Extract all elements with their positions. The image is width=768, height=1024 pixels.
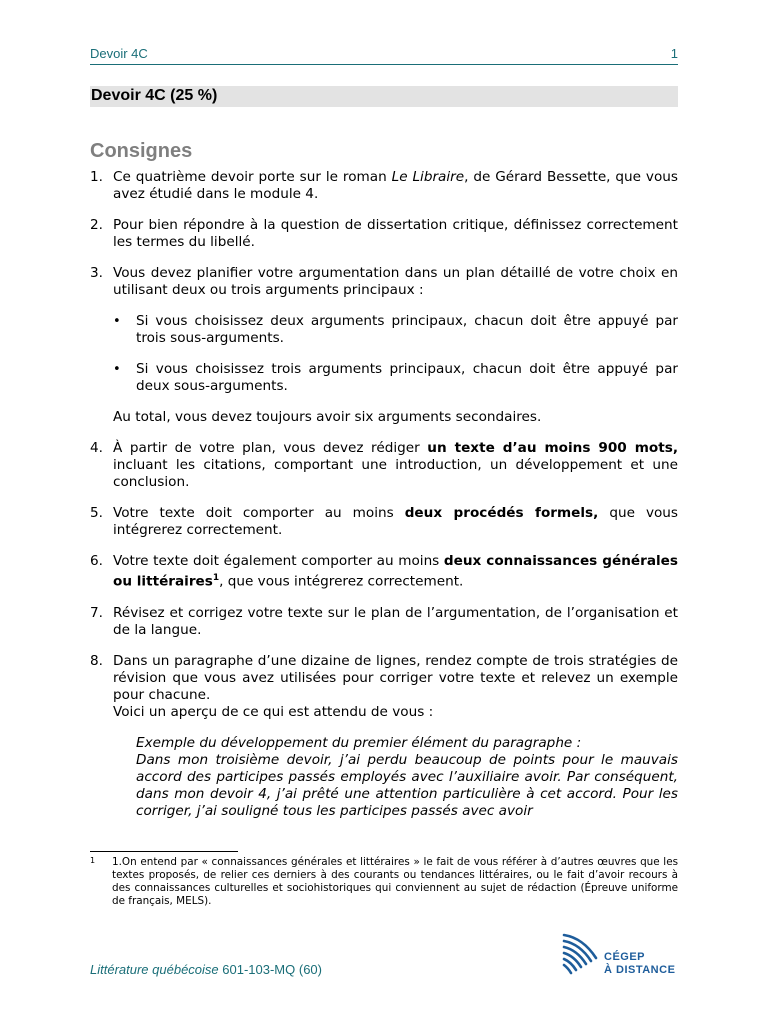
item-text: , de Gérard Bessette, que vous avez étudié dans le module 4.	[113, 169, 678, 202]
footnote-reference[interactable]: 1	[212, 573, 220, 583]
item-number: 2.	[90, 217, 103, 233]
item-text: Votre texte doit également comporter au moins	[113, 553, 444, 569]
item-text: Pour bien répondre à la question de dissertation critique, définissez correctement les termes du libellé.	[113, 217, 678, 250]
item-text: Révisez et corrigez votre texte sur le plan de l’argumentation, de l’organisation et de la langue.	[113, 604, 678, 638]
item-emphasis: deux connaissances générales ou littéraires	[113, 553, 678, 590]
course-code: 601-103-MQ (60)	[218, 962, 322, 977]
list-item	[90, 605, 678, 639]
instructions-list	[90, 169, 678, 834]
page-header	[90, 46, 678, 64]
item-number: 3.	[90, 265, 103, 281]
footnote	[90, 856, 678, 908]
item-number: 6.	[90, 553, 103, 569]
cegep-logo	[561, 930, 681, 980]
footnote-text: 1.On entend par « connaissances générales et littéraires » le fait de vous référer à d’autres œuvres que les textes proposés, de relier ces derniers à des courants ou tendances littéraires, ou le fait d’avoir recours à des connaissances culturelles et sociohistoriques qui conviennent au sujet de rédaction (Épreuve uniforme de français, MELS).	[112, 856, 678, 907]
list-item	[90, 265, 678, 426]
item-number: 5.	[90, 505, 103, 521]
list-item	[90, 217, 678, 251]
item-text: , que vous intégrerez correctement.	[219, 573, 464, 590]
novel-title: Le Libraire	[391, 169, 465, 185]
item-note: Au total, vous devez toujours avoir six arguments secondaires.	[113, 409, 542, 425]
logo-waves-icon	[561, 930, 601, 978]
item-text: incluant les citations, comportant une introduction, un développement et une conclusion.	[113, 457, 678, 490]
item-text: Votre texte doit comporter au moins	[113, 505, 405, 521]
bullet-text: Si vous choisissez trois arguments principaux, chacun doit être appuyé par deux sous-arguments.	[136, 361, 678, 394]
list-item	[90, 553, 678, 591]
document-title: Devoir 4C (25 %)	[91, 87, 218, 104]
footnote-mark: 1	[90, 856, 96, 865]
example-heading: Exemple du développement du premier élément du paragraphe :	[136, 734, 582, 751]
bullet-list	[113, 313, 678, 395]
item-number: 1.	[90, 169, 103, 185]
example-text: Dans mon troisième devoir, j’ai perdu beaucoup de points pour le mauvais accord des participes passés employés avec l’auxiliaire avoir. Par conséquent, dans mon devoir 4, j’ai prêté une attention particulière à cet accord. Pour les corriger, j’ai souligné tous les participes passés avec avoir	[136, 751, 678, 819]
item-text: que vous intégrerez correctement.	[113, 505, 679, 538]
item-text: Vous devez planifier votre argumentation dans un plan détaillé de votre choix en utilisant deux ou trois arguments principaux :	[113, 265, 678, 298]
section-heading: Consignes	[90, 140, 193, 162]
list-item	[90, 505, 678, 539]
course-name: Littérature québécoise	[90, 962, 219, 977]
list-item	[90, 440, 678, 491]
item-note: Voici un aperçu de ce qui est attendu de vous :	[113, 703, 434, 720]
item-text: À partir de votre plan, vous devez rédiger	[113, 440, 428, 456]
item-text: Dans un paragraphe d’une dizaine de lignes, rendez compte de trois stratégies de révision que vous avez utilisées pour corriger votre texte et relevez un exemple pour chacune.	[113, 652, 678, 703]
bullet-icon: •	[113, 362, 121, 377]
page-number: 1	[670, 46, 678, 61]
bullet-item	[113, 361, 678, 395]
item-text: Ce quatrième devoir porte sur le roman	[113, 169, 392, 185]
item-number: 4.	[90, 440, 103, 456]
list-item	[90, 653, 678, 820]
example-block	[136, 735, 678, 820]
item-number: 8.	[90, 652, 103, 669]
item-emphasis: deux procédés formels,	[404, 505, 599, 521]
header-title: Devoir 4C	[90, 46, 148, 61]
page-footer	[90, 962, 322, 977]
document-title-bar	[90, 86, 678, 107]
list-item	[90, 169, 678, 203]
bullet-item	[113, 313, 678, 347]
item-emphasis: un texte d’au moins 900 mots,	[427, 440, 678, 456]
bullet-text: Si vous choisissez deux arguments principaux, chacun doit être appuyé par trois sous-arguments.	[136, 313, 678, 346]
logo-text-line2: À DISTANCE	[604, 964, 676, 976]
footnote-divider	[90, 851, 238, 852]
item-number: 7.	[90, 604, 103, 621]
bullet-icon: •	[113, 314, 121, 329]
header-divider	[90, 64, 678, 65]
logo-text-line1: CÉGEP	[604, 951, 646, 963]
